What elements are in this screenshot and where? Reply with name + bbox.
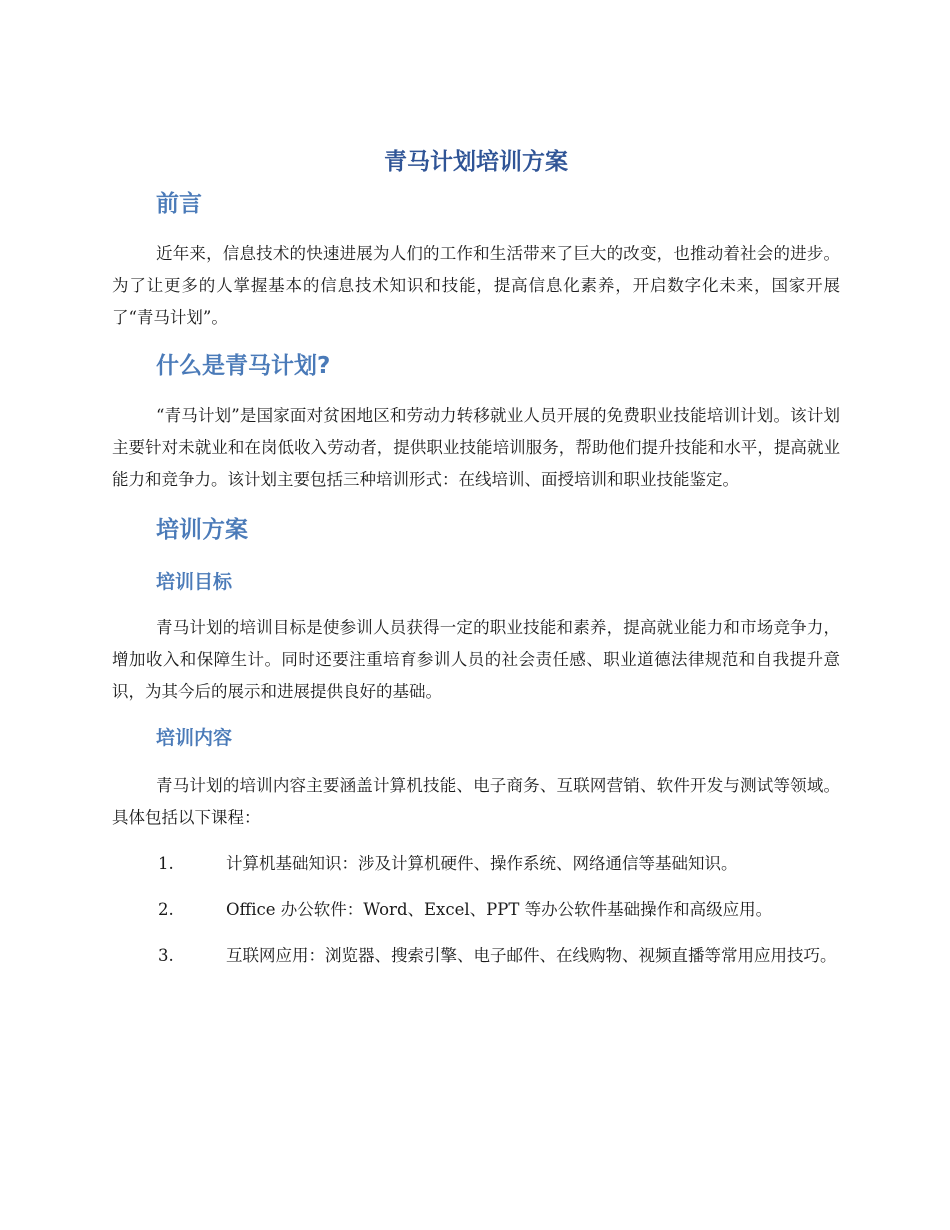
list-text: 互联网应用：浏览器、搜索引擎、电子邮件、在线购物、视频直播等常用应用技巧。 <box>226 946 837 965</box>
list-item <box>112 848 840 880</box>
heading-plan: 培训方案 <box>156 517 248 543</box>
paragraph-goal: 青马计划的培训目标是使参训人员获得一定的职业技能和素养，提高就业能力和市场竞争力，增加收入和保障生计。同时还要注重培育参训人员的社会责任感、职业道德法律规范和自我提升意识，为其今后的展示和进展提供良好的基础。 <box>112 618 840 701</box>
list-text: Office 办公软件：Word、Excel、PPT 等办公软件基础操作和高级应用。 <box>226 900 773 919</box>
paragraph-content: 青马计划的培训内容主要涵盖计算机技能、电子商务、互联网营销、软件开发与测试等领域。具体包括以下课程： <box>112 776 840 827</box>
document-body <box>112 140 840 972</box>
list-item <box>112 894 840 926</box>
heading-goal: 培训目标 <box>156 571 233 593</box>
heading-content: 培训内容 <box>156 727 233 749</box>
paragraph-preface: 近年来，信息技术的快速进展为人们的工作和生活带来了巨大的改变，也推动着社会的进步。为了让更多的人掌握基本的信息技术知识和技能，提高信息化素养，开启数字化未来，国家开展了“青马计划”。 <box>112 244 840 327</box>
list-text: 计算机基础知识：涉及计算机硬件、操作系统、网络通信等基础知识。 <box>226 854 738 873</box>
list-number: 2. <box>158 900 174 919</box>
heading-preface: 前言 <box>156 191 202 217</box>
list-number: 1. <box>158 854 174 873</box>
list-item <box>112 940 840 972</box>
document-title: 青马计划培训方案 <box>384 149 568 175</box>
list-number: 3. <box>158 946 174 965</box>
heading-what-is: 什么是青马计划? <box>156 353 331 379</box>
paragraph-what-is: “青马计划”是国家面对贫困地区和劳动力转移就业人员开展的免费职业技能培训计划。该计划主要针对未就业和在岗低收入劳动者，提供职业技能培训服务，帮助他们提升技能和水平，提高就业能力和竞争力。该计划主要包括三种培训形式：在线培训、面授培训和职业技能鉴定。 <box>112 406 840 489</box>
